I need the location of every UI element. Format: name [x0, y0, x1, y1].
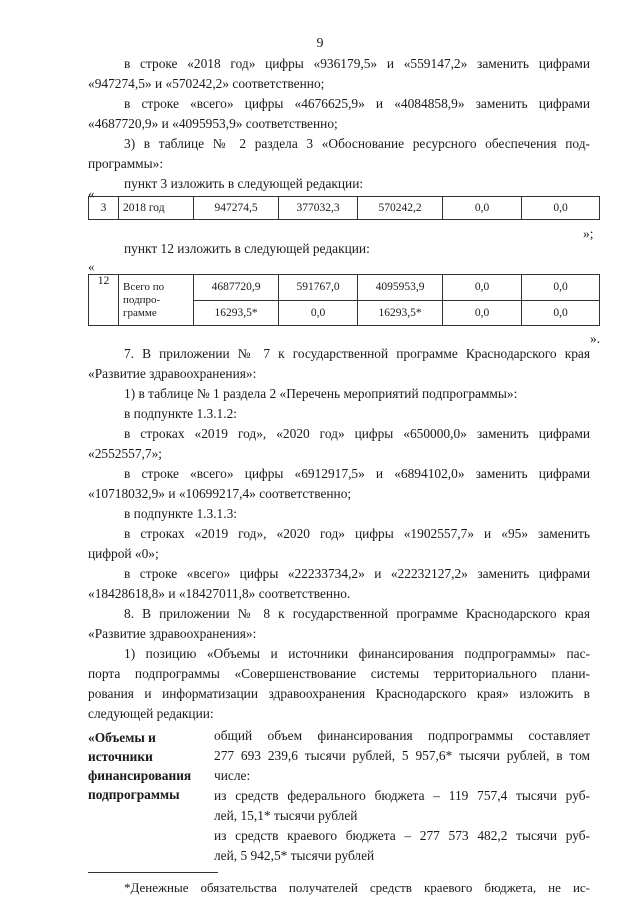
text-line: в строке «всего» цифры «4676625,9» и «4084858,9» заменить цифрами [124, 96, 590, 111]
text-line: 1) позицию «Объемы и источники финансирования подпрограммы» пас- [124, 646, 590, 661]
text-line: в строках «2019 год», «2020 год» цифры «1902557,7» и «95» заменить [124, 526, 590, 541]
table-cell: 4095953,9 [358, 275, 443, 301]
text-line: в строках «2019 год», «2020 год» цифры «650000,0» заменить цифрами [124, 426, 590, 441]
table-cell: 0,0 [522, 197, 600, 220]
text-line: «Развитие здравоохранения»: [88, 366, 257, 381]
table-row [89, 275, 600, 301]
passport-line: общий объем финансирования подпрограммы составляет [214, 728, 590, 743]
table-item-12 [88, 274, 600, 326]
table-cell: 16293,5* [358, 300, 443, 326]
page-number: 9 [316, 36, 324, 51]
text-line: «10718032,9» и «10699217,4» соответственно; [88, 486, 352, 501]
table-cell: 16293,5* [194, 300, 279, 326]
text-line: следующей редакции: [88, 706, 214, 721]
table-cell: 947274,5 [194, 197, 279, 220]
text-line: программы»: [88, 156, 164, 171]
text-line: порта подпрограммы «Совершенствование системы территориального плани- [88, 666, 590, 681]
passport-line: лей, 15,1* тысячи рублей [214, 808, 358, 823]
text-line: цифрой «0»; [88, 546, 159, 561]
table-cell: 0,0 [443, 275, 522, 301]
footnote-divider [88, 872, 218, 873]
table-cell: 0,0 [443, 300, 522, 326]
text-line: пункт 12 изложить в следующей редакции: [124, 241, 370, 256]
table-cell: 0,0 [443, 197, 522, 220]
text-line: 1) в таблице № 1 раздела 2 «Перечень мероприятий подпрограммы»: [124, 386, 518, 401]
table-row [89, 197, 600, 220]
text-line: пункт 3 изложить в следующей редакции: [124, 176, 364, 191]
text-line: в строке «всего» цифры «6912917,5» и «6894102,0» заменить цифрами [124, 466, 590, 481]
quote-open: « [88, 186, 95, 201]
text-line: в подпункте 1.3.1.2: [124, 406, 238, 421]
text-line: 3) в таблице № 2 раздела 3 «Обоснование ресурсного обеспечения под- [124, 136, 590, 151]
text-line: рования и информатизации здравоохранения Краснодарского края» изложить в [88, 686, 590, 701]
table-cell: 3 [89, 197, 119, 220]
text-line: в строке «всего» цифры «22233734,2» и «22232127,2» заменить цифрами [124, 566, 590, 581]
table-cell: 12 [89, 275, 119, 326]
text-line: «18428618,8» и «18427011,8» соответственно. [88, 586, 351, 601]
table-cell: Всего по подпро- грамме [119, 275, 194, 326]
table-cell: 0,0 [522, 275, 600, 301]
passport-line: из средств краевого бюджета – 277 573 482,2 тысячи руб- [214, 828, 590, 843]
text-line: 7. В приложении № 7 к государственной программе Краснодарского края [124, 346, 590, 361]
table-cell: 2018 год [119, 197, 194, 220]
table-cell: 570242,2 [358, 197, 443, 220]
table-cell: 0,0 [279, 300, 358, 326]
text-line: «947274,5» и «570242,2» соответственно; [88, 76, 325, 91]
text-line: «4687720,9» и «4095953,9» соответственно; [88, 116, 338, 131]
table-cell: 377032,3 [279, 197, 358, 220]
table-cell: 591767,0 [279, 275, 358, 301]
text-line: «Развитие здравоохранения»: [88, 626, 257, 641]
quote-close: »; [583, 226, 594, 241]
text-line: в подпункте 1.3.1.3: [124, 506, 238, 521]
text-line: 8. В приложении № 8 к государственной программе Краснодарского края [124, 606, 590, 621]
passport-label: «Объемы и источники финансирования подпрограммы [88, 730, 192, 802]
text-line: «2552557,7»; [88, 446, 163, 461]
table-cell: 0,0 [522, 300, 600, 326]
quote-close: ». [590, 331, 601, 346]
table-cell: 4687720,9 [194, 275, 279, 301]
text-line: в строке «2018 год» цифры «936179,5» и «559147,2» заменить цифрами [124, 56, 590, 71]
footnote: *Денежные обязательства получателей средств краевого бюджета, не ис- [124, 880, 590, 895]
passport-line: числе: [214, 768, 251, 783]
passport-line: лей, 5 942,5* тысячи рублей [214, 848, 375, 863]
table-item-3 [88, 196, 600, 220]
passport-line: из средств федерального бюджета – 119 757,4 тысячи руб- [214, 788, 590, 803]
quote-open: « [88, 259, 95, 274]
passport-line: 277 693 239,6 тысячи рублей, 5 957,6* тысячи рублей, в том [214, 748, 590, 763]
